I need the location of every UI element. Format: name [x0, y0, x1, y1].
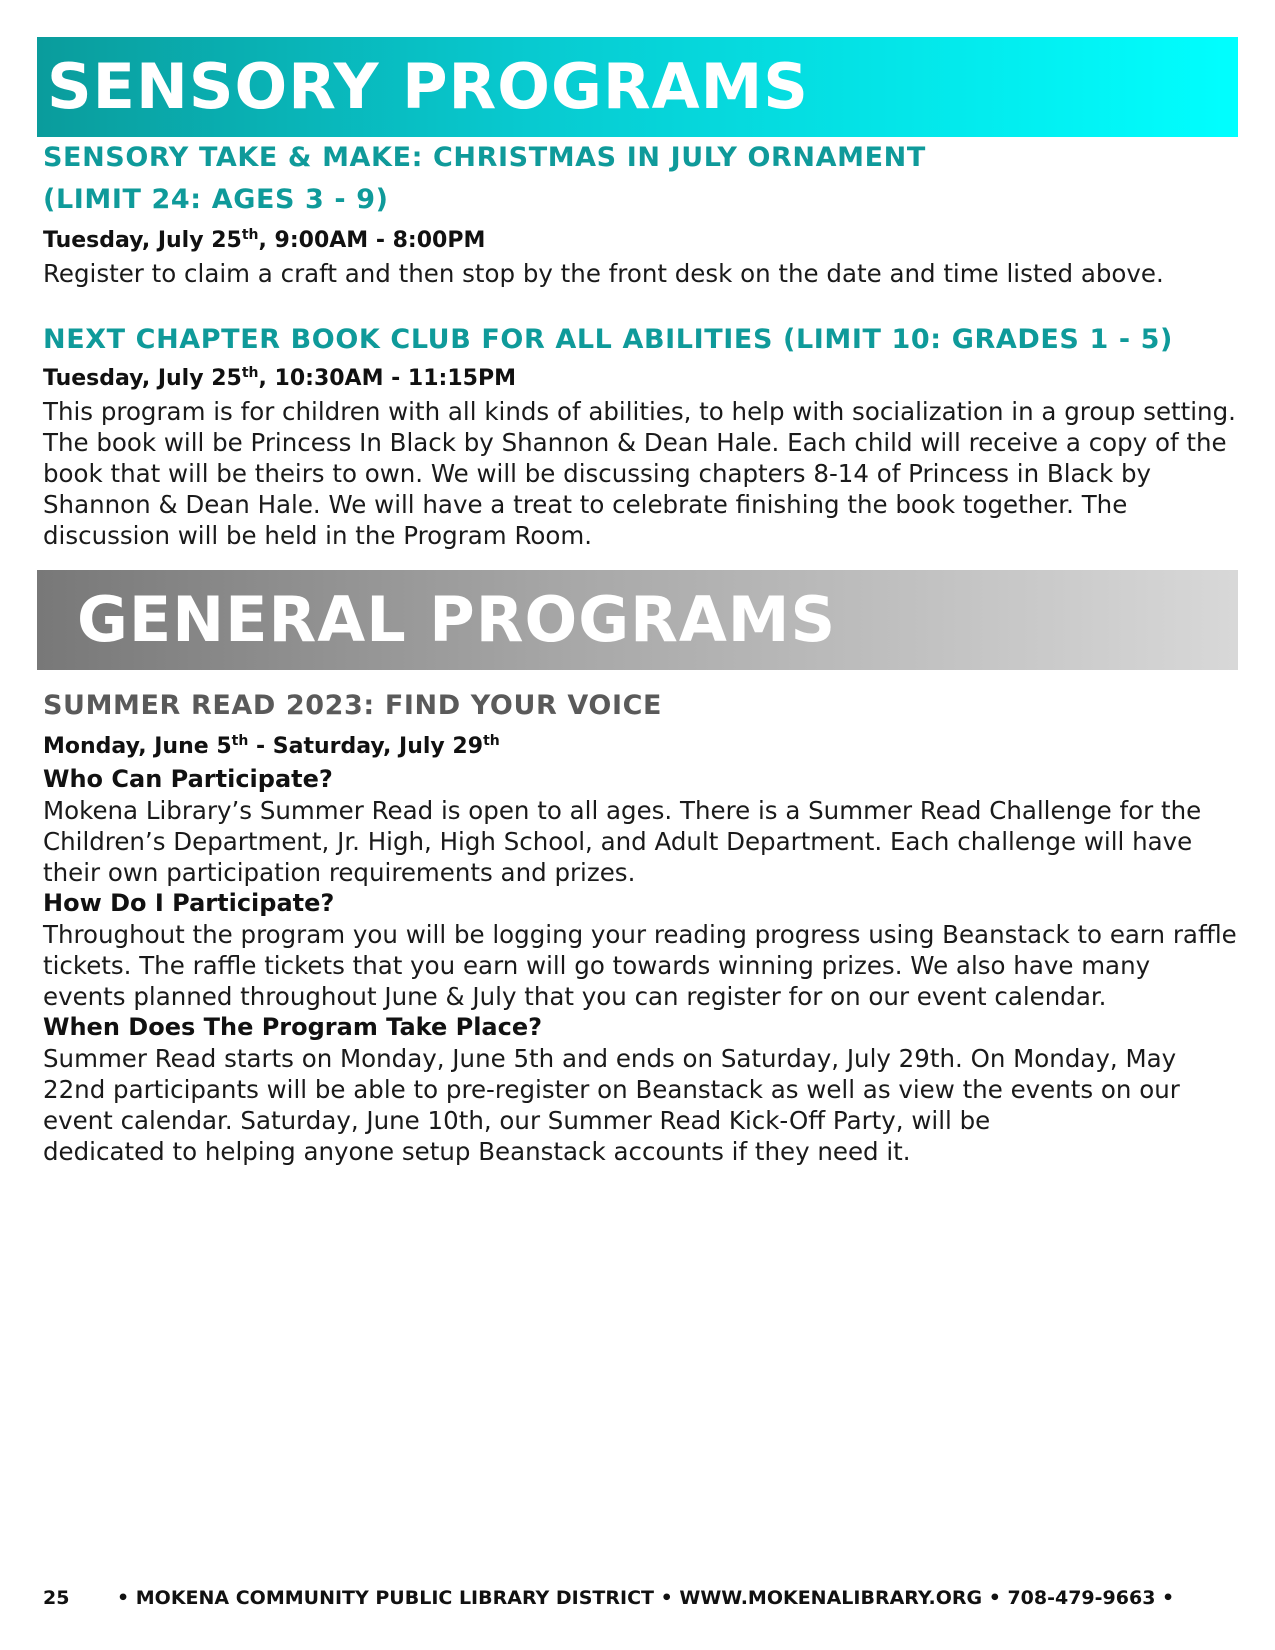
sensory-programs-heading: SENSORY PROGRAMS [47, 50, 809, 123]
take-make-date-time: , 9:00AM - 8:00PM [258, 228, 486, 253]
answer-how-to-participate: Throughout the program you will be logging your reading progress using Beanstack to earn raffle tickets. The raffle tickets that you earn will go towards winning prizes. We also have many events planned throughout June & July that you can register for on our event calendar. [43, 920, 1237, 1011]
summer-read-start-suffix: th [231, 733, 249, 749]
take-make-date-day: Tuesday, July 25 [43, 228, 242, 253]
book-club-date-suffix: th [241, 365, 259, 381]
book-club-title: NEXT CHAPTER BOOK CLUB FOR ALL ABILITIES (LIMIT 10: GRADES 1 - 5) [43, 324, 1173, 355]
take-make-title-line2: (LIMIT 24: AGES 3 - 9) [43, 184, 389, 215]
book-club-date-day: Tuesday, July 25 [43, 366, 242, 391]
take-make-section [43, 138, 1238, 289]
summer-read-section [43, 686, 1238, 1167]
take-make-date-suffix: th [241, 227, 259, 243]
answer-when-program-takes-place-line1: Summer Read starts on Monday, June 5th and ends on Saturday, July 29th. On Monday, May 22nd participants will be able to pre-register on Beanstack as well as view the events on our event calendar. Saturday, June 10th, our Summer Read Kick-Off Party, will be [43, 1044, 1180, 1135]
sensory-programs-banner [37, 37, 1238, 137]
summer-read-end-date: - Saturday, July 29 [248, 734, 484, 759]
footer-contact-text: • MOKENA COMMUNITY PUBLIC LIBRARY DISTRICT • WWW.MOKENALIBRARY.ORG • 708-479-9663 • [117, 1587, 1175, 1609]
summer-read-end-suffix: th [483, 733, 500, 749]
general-programs-heading: GENERAL PROGRAMS [77, 583, 837, 656]
take-make-description: Register to claim a craft and then stop by the front desk on the date and time listed above. [43, 259, 1164, 288]
take-make-date [43, 224, 1238, 258]
page-number: 25 [43, 1587, 70, 1609]
summer-read-dates [43, 730, 1238, 764]
book-club-date [43, 362, 1238, 396]
answer-when-program-takes-place-line2: dedicated to helping anyone setup Beanstack accounts if they need it. [43, 1137, 911, 1166]
general-programs-banner [37, 570, 1238, 670]
question-who-can-participate: Who Can Participate? [43, 765, 333, 793]
answer-who-can-participate: Mokena Library’s Summer Read is open to all ages. There is a Summer Read Challenge for the Children’s Department, Jr. High, High School, and Adult Department. Each challenge will have their own participation requirements and prizes. [43, 796, 1202, 887]
summer-read-title: SUMMER READ 2023: FIND YOUR VOICE [43, 690, 663, 721]
summer-read-start-date: Monday, June 5 [43, 734, 232, 759]
take-make-title-line1: SENSORY TAKE & MAKE: CHRISTMAS IN JULY ORNAMENT [43, 142, 926, 173]
question-how-to-participate: How Do I Participate? [43, 889, 335, 917]
book-club-date-time: , 10:30AM - 11:15PM [258, 366, 516, 391]
book-club-section [43, 320, 1238, 551]
page-footer [43, 1583, 1238, 1613]
book-club-description: This program is for children with all kinds of abilities, to help with socialization in a group setting. The book will be Princess In Black by Shannon & Dean Hale. Each child will receive a copy of the book that will be theirs to own. We will be discussing chapters 8-14 of Princess in Black by Shannon & Dean Hale. We will have a treat to celebrate finishing the book together. The discussion will be held in the Program Room. [43, 397, 1236, 550]
question-when-program-takes-place: When Does The Program Take Place? [43, 1013, 543, 1041]
